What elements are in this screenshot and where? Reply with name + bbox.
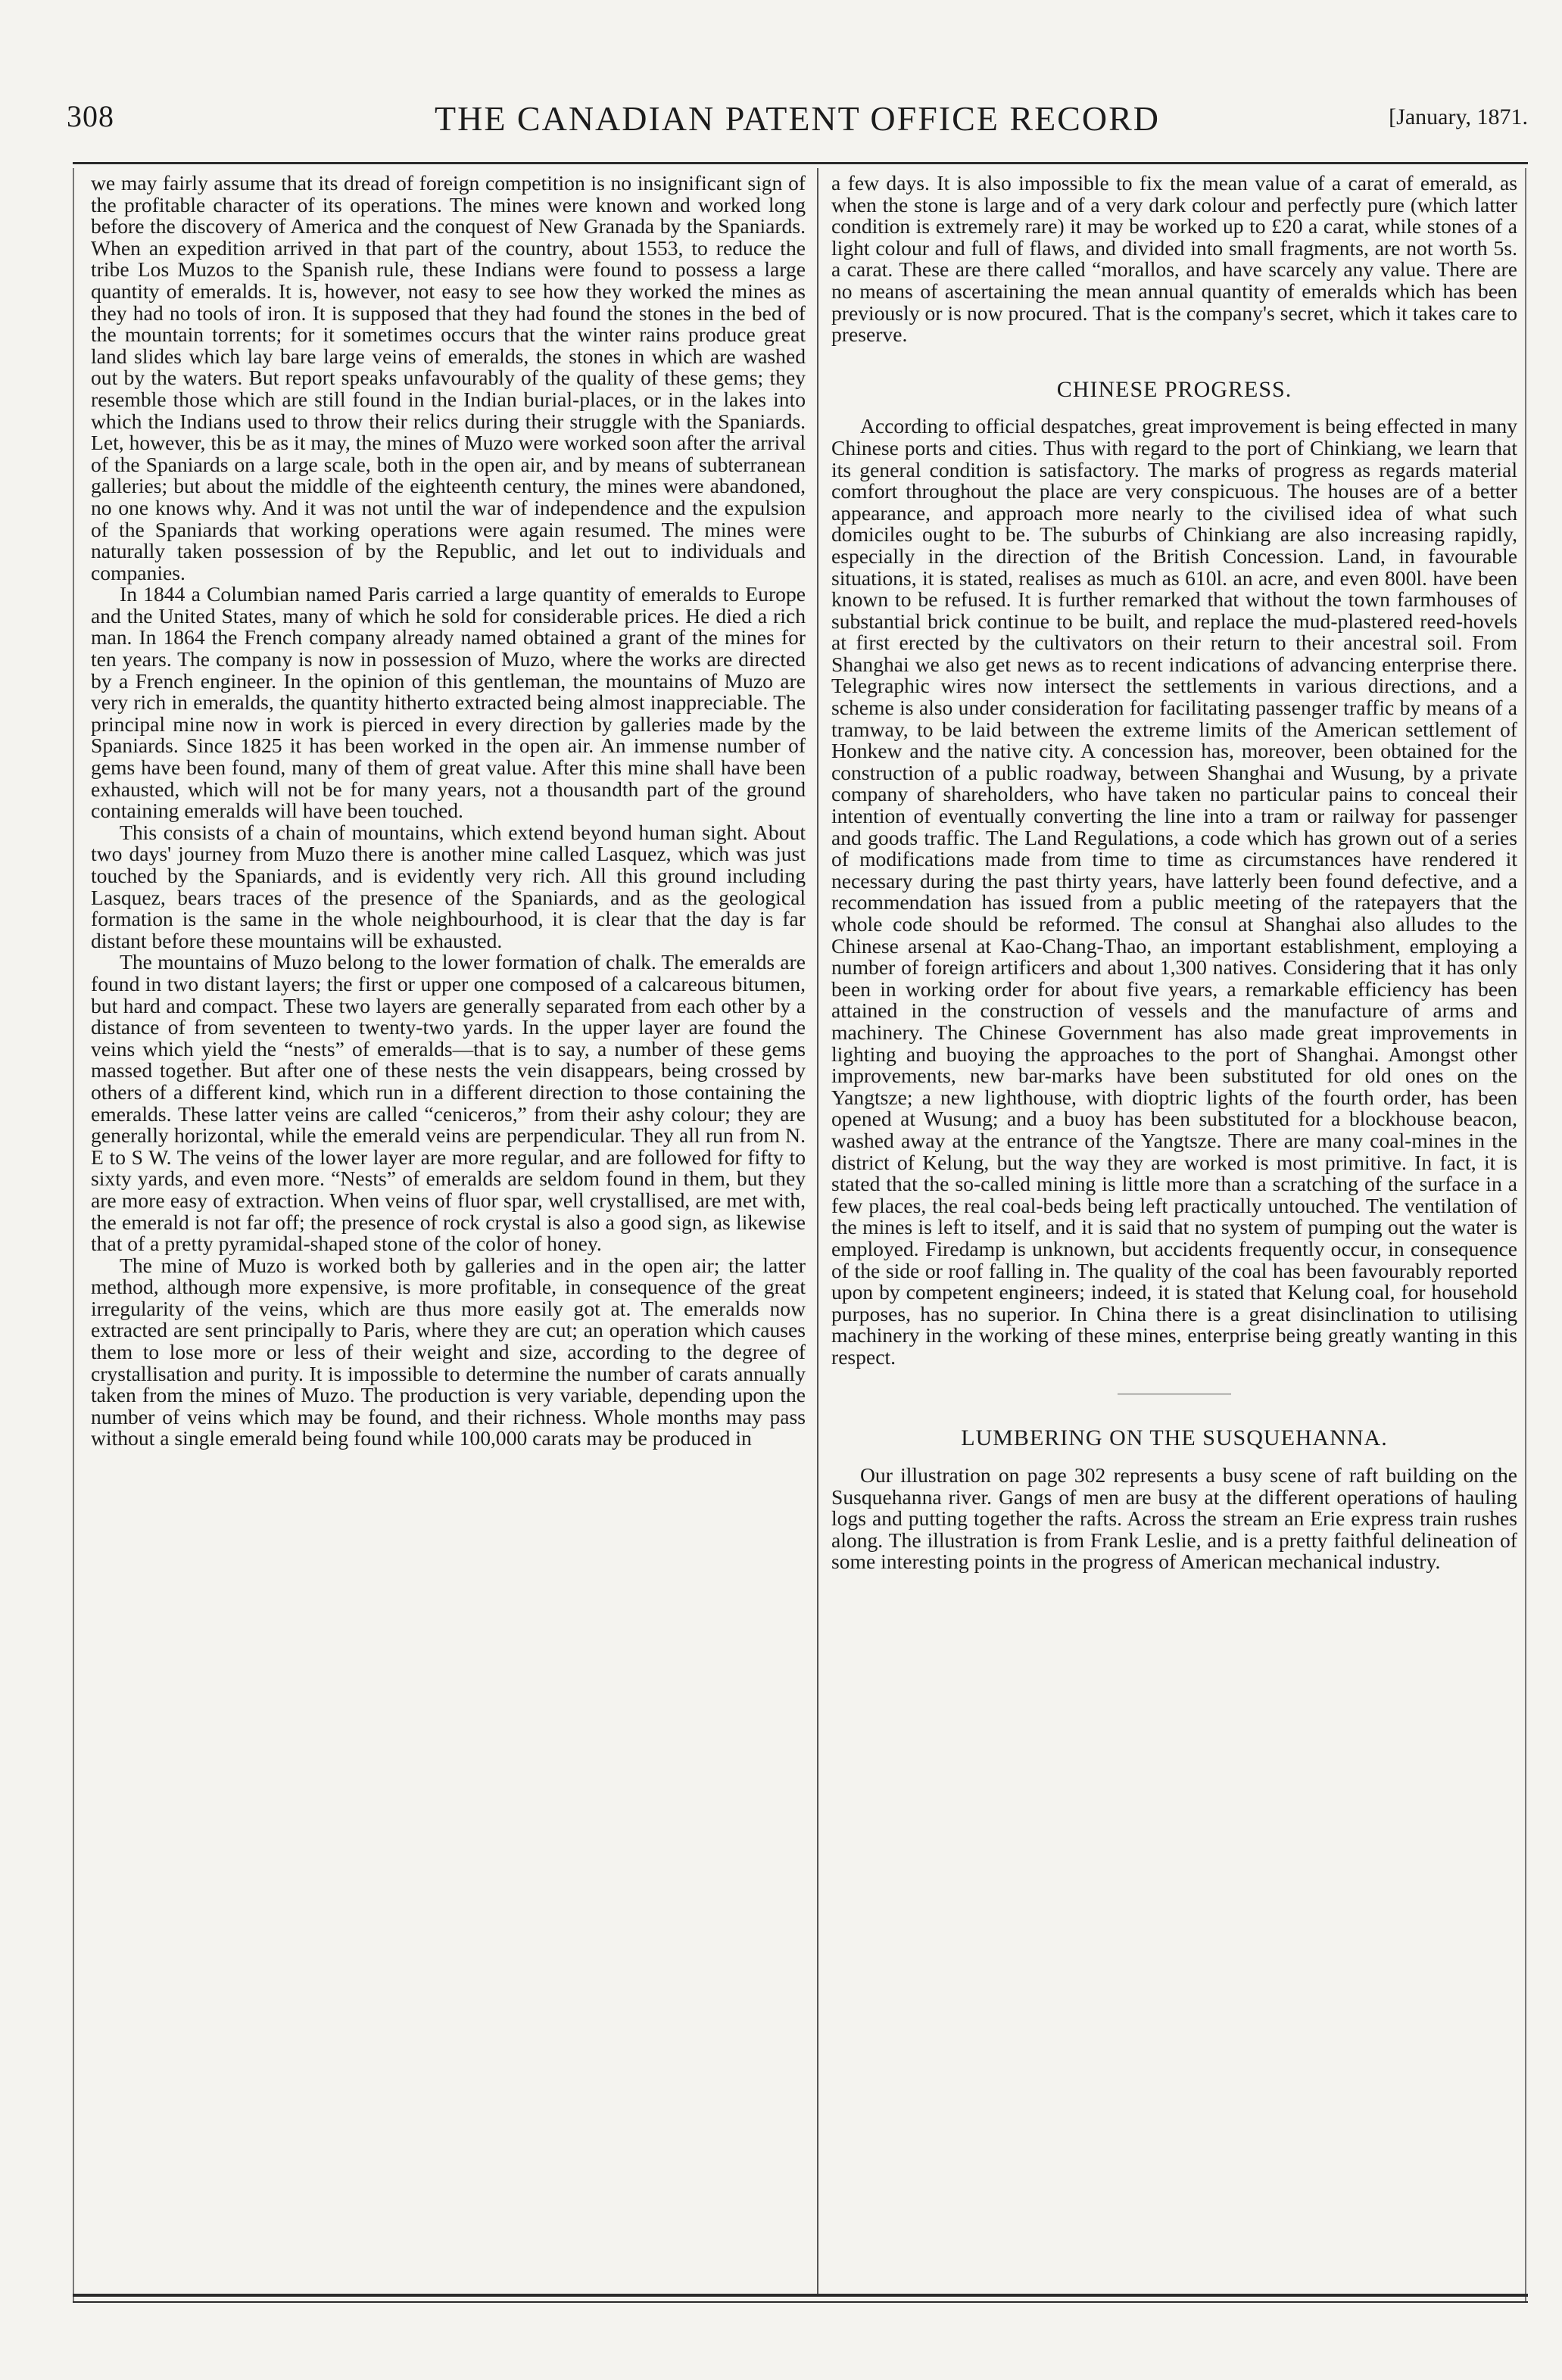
article-paragraph: The mine of Muzo is worked both by galleries and in the open air; the latter method, although more expensive, is more profitable, in consequence of the great irregularity of the veins, which are thus more easily got at. The emeralds now extracted are sent principally to Paris, where they are cut; an operation which causes them to lose more or less of their weight and size, according to the degree of crystallisation and purity. It is impossible to determine the number of carats annually taken from the mines of Muzo. The production is very variable, depending upon the number of veins which may be found, and their richness. Whole months may pass without a single emerald being found while 100,000 carats may be produced in: [91, 1253, 806, 1450]
article-paragraph: The mountains of Muzo belong to the lower formation of chalk. The emeralds are found in two distant layers; the first or upper one composed of a calcareous bitumen, but hard and compact. These two layers are generally separated from each other by a distance of from seventeen to twenty-two yards. In the upper layer are found the veins which yield the “nests” of emeralds—that is to say, a number of these gems massed together. But after one of these nests the vein disappears, being crossed by others of a different kind, which run in a different direction to those containing the emeralds. These latter veins are called “ceniceros,” from their ashy colour; they are generally horizontal, while the emerald veins are perpendicular. They all run from N. E to S W. The veins of the lower layer are more regular, and are followed for fifty to sixty yards, and even more. “Nests” of emeralds are seldom found in them, but they are more easy of extraction. When veins of fluor spar, well crystallised, are met with, the emerald is not far off; the presence of rock crystal is also a good sign, as likewise that of a pretty pyramidal-shaped stone of the color of honey.: [91, 950, 806, 1256]
article-paragraph: According to official despatches, great improvement is being effected in many Chinese ports and cities. Thus with regard to the port of Chinkiang, we learn that its general condition is satisfactory. The marks of progress as regards material comfort throughout the place are very conspicuous. The houses are of a better appearance, and approach more nearly to the civilised idea of what such domiciles ought to be. The suburbs of Chinkiang are also increasing rapidly, especially in the direction of the British Concession. Land, in favourable situations, it is stated, realises as much as 610l. an acre, and even 800l. have been known to be refused. It is further remarked that without the town farmhouses of substantial brick continue to be built, and replace the mud-plastered reed-hovels at first erected by the cultivators on their return to their ancestral soil. From Shanghai we also get news as to recent indications of advancing enterprise there. Telegraphic wires now intersect the settlements in various directions, and a scheme is also under consideration for facilitating passenger traffic by means of a tramway, to be laid between the extreme limits of the American settlement of Honkew and the native city. A concession has, moreover, been obtained for the construction of a public roadway, between Shanghai and Wusung, by a private company of shareholders, who have taken no particular pains to conceal their intention of eventually converting the line into a tram or railway for passenger and goods traffic. The Land Regulations, a code which has grown out of a series of modifications made from time to time as circumstances have rendered it necessary during the past thirty years, have latterly been found defective, and a recommendation has issued from a public meeting of the ratepayers that the whole code should be reformed. The consul at Shanghai also alludes to the Chinese arsenal at Kao-Chang-Thao, an important establishment, employing a number of foreign artificers and about 1,300 natives. Considering that it has only been in working order for about five years, a remarkable efficiency has been attained in the construction of vessels and the manufacture of arms and machinery. The Chinese Government has also made great improvements in lighting and buoying the approaches to the port of Shanghai. Amongst other improvements, new bar-marks have been substituted for old ones on the Yangtsze; a new lighthouse, with dioptric lights of the fourth order, has been opened at Wusung; and a buoy has been substituted for a blockhouse beacon, washed away at the entrance of the Yangtsze. There are many coal-mines in the district of Kelung, but the way they are worked is most primitive. In fact, it is stated that the so-called mining is little more than a scratching of the surface in a few places, the real coal-beds being left practically untouched. The ventilation of the mines is left to itself, and it is said that no system of pumping out the water is employed. Firedamp is unknown, but accidents frequently occur, in consequence of the side or roof falling in. The quality of the coal has been favourably reported upon by competent engineers; indeed, it is stated that Kelung coal, for household purposes, has no superior. In China there is a great disinclination to utilising machinery in the working of these mines, enterprise being greatly wanting in this respect.: [831, 414, 1517, 1369]
article-paragraph: In 1844 a Columbian named Paris carried a large quantity of emeralds to Europe and the United States, many of which he sold for considerable prices. He died a rich man. In 1864 the French company already named obtained a grant of the mines for ten years. The company is now in possession of Muzo, where the works are directed by a French engineer. In the opinion of this gentleman, the mountains of Muzo are very rich in emeralds, the quantity hitherto extracted being almost inappreciable. The principal mine now in work is pierced in every direction by galleries made by the Spaniards. Since 1825 it has been worked in the open air. An immense number of gems have been found, many of them of great value. After this mine shall have been exhausted, which will not be for many years, not a thousandth part of the ground containing emeralds will have been touched.: [91, 582, 806, 823]
article-paragraph: Our illustration on page 302 represents a busy scene of raft building on the Susquehanna river. Gangs of men are busy at the different operations of hauling logs and putting together the rafts. Across the stream an Erie express train rushes along. The illustration is from Frank Leslie, and is a pretty faithful delineation of some interesting points in the progress of American mechanical industry.: [831, 1463, 1517, 1574]
article-paragraph: This consists of a chain of mountains, which extend beyond human sight. About two days' journey from Muzo there is another mine called Lasquez, which was just touched by the Spaniards, and is evidently very rich. All this ground including Lasquez, bears traces of the presence of the Spaniards, and as the geological formation is the same in the whole neighbourhood, it is clear that the day is far distant before these mountains will be exhausted.: [91, 820, 806, 952]
column-divider: [817, 168, 818, 2294]
page-header: [67, 98, 1528, 144]
journal-title: THE CANADIAN PATENT OFFICE RECORD: [435, 99, 1160, 138]
section-title-chinese-progress: CHINESE PROGRESS.: [1056, 376, 1292, 402]
right-column: [831, 173, 1517, 1573]
section-title-lumbering: LUMBERING ON THE SUSQUEHANNA.: [961, 1425, 1388, 1451]
right-border: [1525, 168, 1526, 2303]
footer-rule-thin: [73, 2301, 1528, 2303]
footer-rule: [73, 2294, 1528, 2297]
page-number: 308: [67, 99, 114, 133]
issue-date: [January, 1871.: [1389, 104, 1528, 129]
article-paragraph: we may fairly assume that its dread of foreign competition is no insignificant sign of the profitable character of its operations. The mines were known and worked long before the discovery of America and the conquest of New Granada by the Spaniards. When an expedition arrived in that part of the country, about 1553, to reduce the tribe Los Muzos to the Spanish rule, these Indians were found to possess a large quantity of emeralds. It is, however, not easy to see how they worked the mines as they had no tools of iron. It is supposed that they had found the stones in the bed of the mountain torrents; for it sometimes occurs that the winter rains produce great land slides which lay bare large veins of emeralds, the stones in which are washed out by the waters. But report speaks unfavourably of the quality of these gems; they resemble those which are still found in the Indian burial-places, or in the lakes into which the Indians used to throw their relics during their struggle with the Spaniards. Let, however, this be as it may, the mines of Muzo were worked soon after the arrival of the Spaniards on a large scale, both in the open air, and by means of subterranean galleries; but about the middle of the eighteenth century, the mines were abandoned, no one knows why. And it was not until the war of independence and the expulsion of the Spaniards that working operations were again resumed. The mines were naturally taken possession of by the Republic, and let out to individuals and companies.: [91, 171, 806, 584]
left-border: [73, 168, 74, 2303]
left-column: [91, 173, 806, 1450]
article-continuation: a few days. It is also impossible to fix the mean value of a carat of emerald, as when the stone is large and of a very dark colour and perfectly pure (which latter condition is extremely rare) it may be worked up to £20 a carat, while stones of a light colour and full of flaws, and divided into small fragments, are not worth 5s. a carat. These are there called “morallos, and have scarcely any value. There are no means of ascertaining the mean annual quantity of emeralds which has been previously or is now procured. That is the company's secret, which it takes care to preserve.: [831, 171, 1517, 347]
header-rule: [73, 162, 1528, 164]
